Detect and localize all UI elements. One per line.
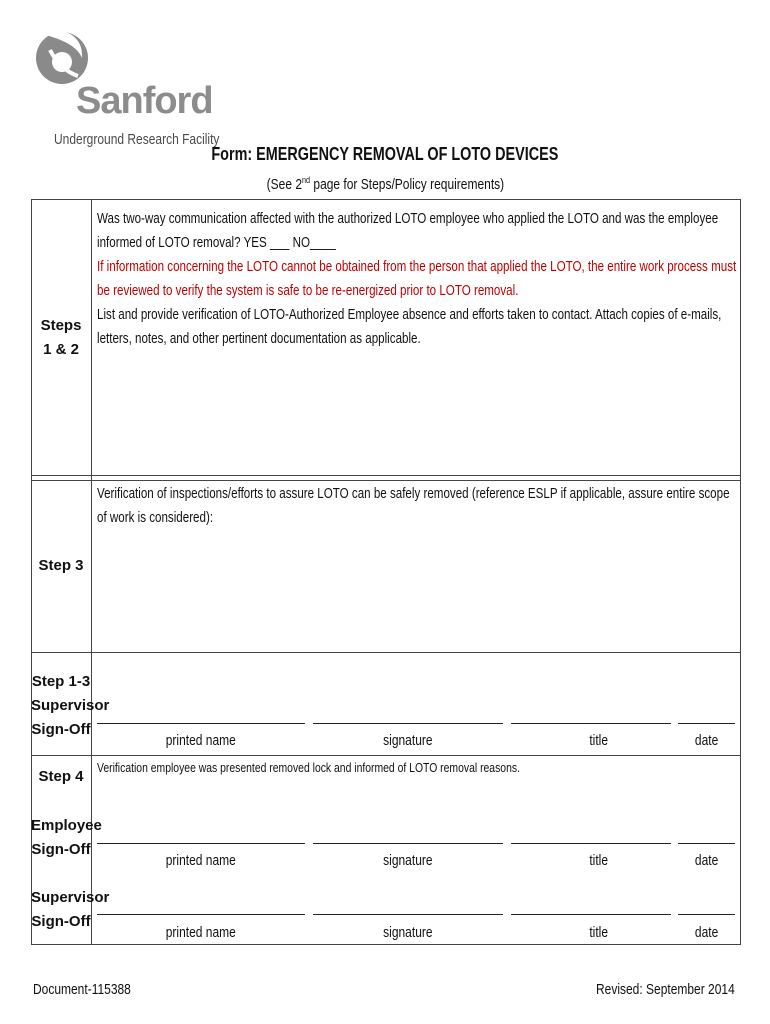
step-1-3-supervisor-label: Step 1-3 Supervisor Sign-Off xyxy=(31,673,110,738)
supervisor-signature-field[interactable] xyxy=(313,914,503,915)
logo-subtitle: Underground Research Facility xyxy=(54,131,220,148)
sanford-logo xyxy=(32,22,232,148)
form-title: Form: EMERGENCY REMOVAL OF LOTO DEVICES xyxy=(211,144,559,164)
communication-question: Was two-way communication affected with the authorized LOTO employee who applied the LOTO and was the employee informed of LOTO removal? YES ___ NO____ xyxy=(97,211,719,251)
row-divider xyxy=(31,652,741,653)
signature-caption: signature xyxy=(383,732,433,749)
signature-field[interactable] xyxy=(313,723,503,724)
row-divider xyxy=(31,480,741,481)
printed-name-caption: printed name xyxy=(165,732,237,749)
step-4-text: Verification employee was presented removed lock and informed of LOTO removal reasons. xyxy=(97,760,520,775)
supervisor-printed-name-field[interactable] xyxy=(97,914,305,915)
step-4-label: Step 4 xyxy=(38,768,84,785)
date-caption: date xyxy=(694,852,719,869)
document-id: Document-115388 xyxy=(33,981,131,998)
revised-date: Revised: September 2014 xyxy=(596,981,735,998)
verification-instructions: List and provide verification of LOTO-Authorized Employee absence and efforts taken to contact. Attach copies of e-mails, letters, notes, and other pertinent documentation as applicable. xyxy=(97,307,722,347)
employee-printed-name-field[interactable] xyxy=(97,843,305,844)
logo-name: Sanford xyxy=(76,80,213,122)
title-field[interactable] xyxy=(511,723,671,724)
date-field[interactable] xyxy=(678,723,735,724)
row-divider xyxy=(31,755,741,756)
step-3-label: Step 3 xyxy=(38,557,84,574)
step-3-text: Verification of inspections/efforts to assure LOTO can be safely removed (reference ESLP if applicable, assure entire scope of work is considered): xyxy=(97,486,730,526)
printed-name-caption: printed name xyxy=(165,852,237,869)
title-caption: title xyxy=(589,852,608,869)
printed-name-field[interactable] xyxy=(97,723,305,724)
employee-title-field[interactable] xyxy=(511,843,671,844)
row-divider xyxy=(31,475,741,476)
supervisor-title-field[interactable] xyxy=(511,914,671,915)
employee-signature-field[interactable] xyxy=(313,843,503,844)
steps-1-2-label: Steps 1 & 2 xyxy=(40,317,82,358)
supervisor-date-field[interactable] xyxy=(678,914,735,915)
supervisor-sign-off-label: Supervisor Sign-Off xyxy=(31,889,110,930)
title-caption: title xyxy=(589,924,608,941)
warning-text: If information concerning the LOTO cannot be obtained from the person that applied the LOTO, the entire work process must be reviewed to verify the system is safe to be re-energized prior to LOTO removal. xyxy=(97,259,737,299)
employee-date-field[interactable] xyxy=(678,843,735,844)
employee-sign-off-label: Employee Sign-Off xyxy=(31,817,102,858)
signature-caption: signature xyxy=(383,924,433,941)
form-subtitle: (See 2nd page for Steps/Policy requirements) xyxy=(266,175,504,193)
date-caption: date xyxy=(694,924,719,941)
date-caption: date xyxy=(694,732,719,749)
steps-1-2-text xyxy=(97,207,737,351)
title-caption: title xyxy=(589,732,608,749)
printed-name-caption: printed name xyxy=(165,924,237,941)
signature-caption: signature xyxy=(383,852,433,869)
